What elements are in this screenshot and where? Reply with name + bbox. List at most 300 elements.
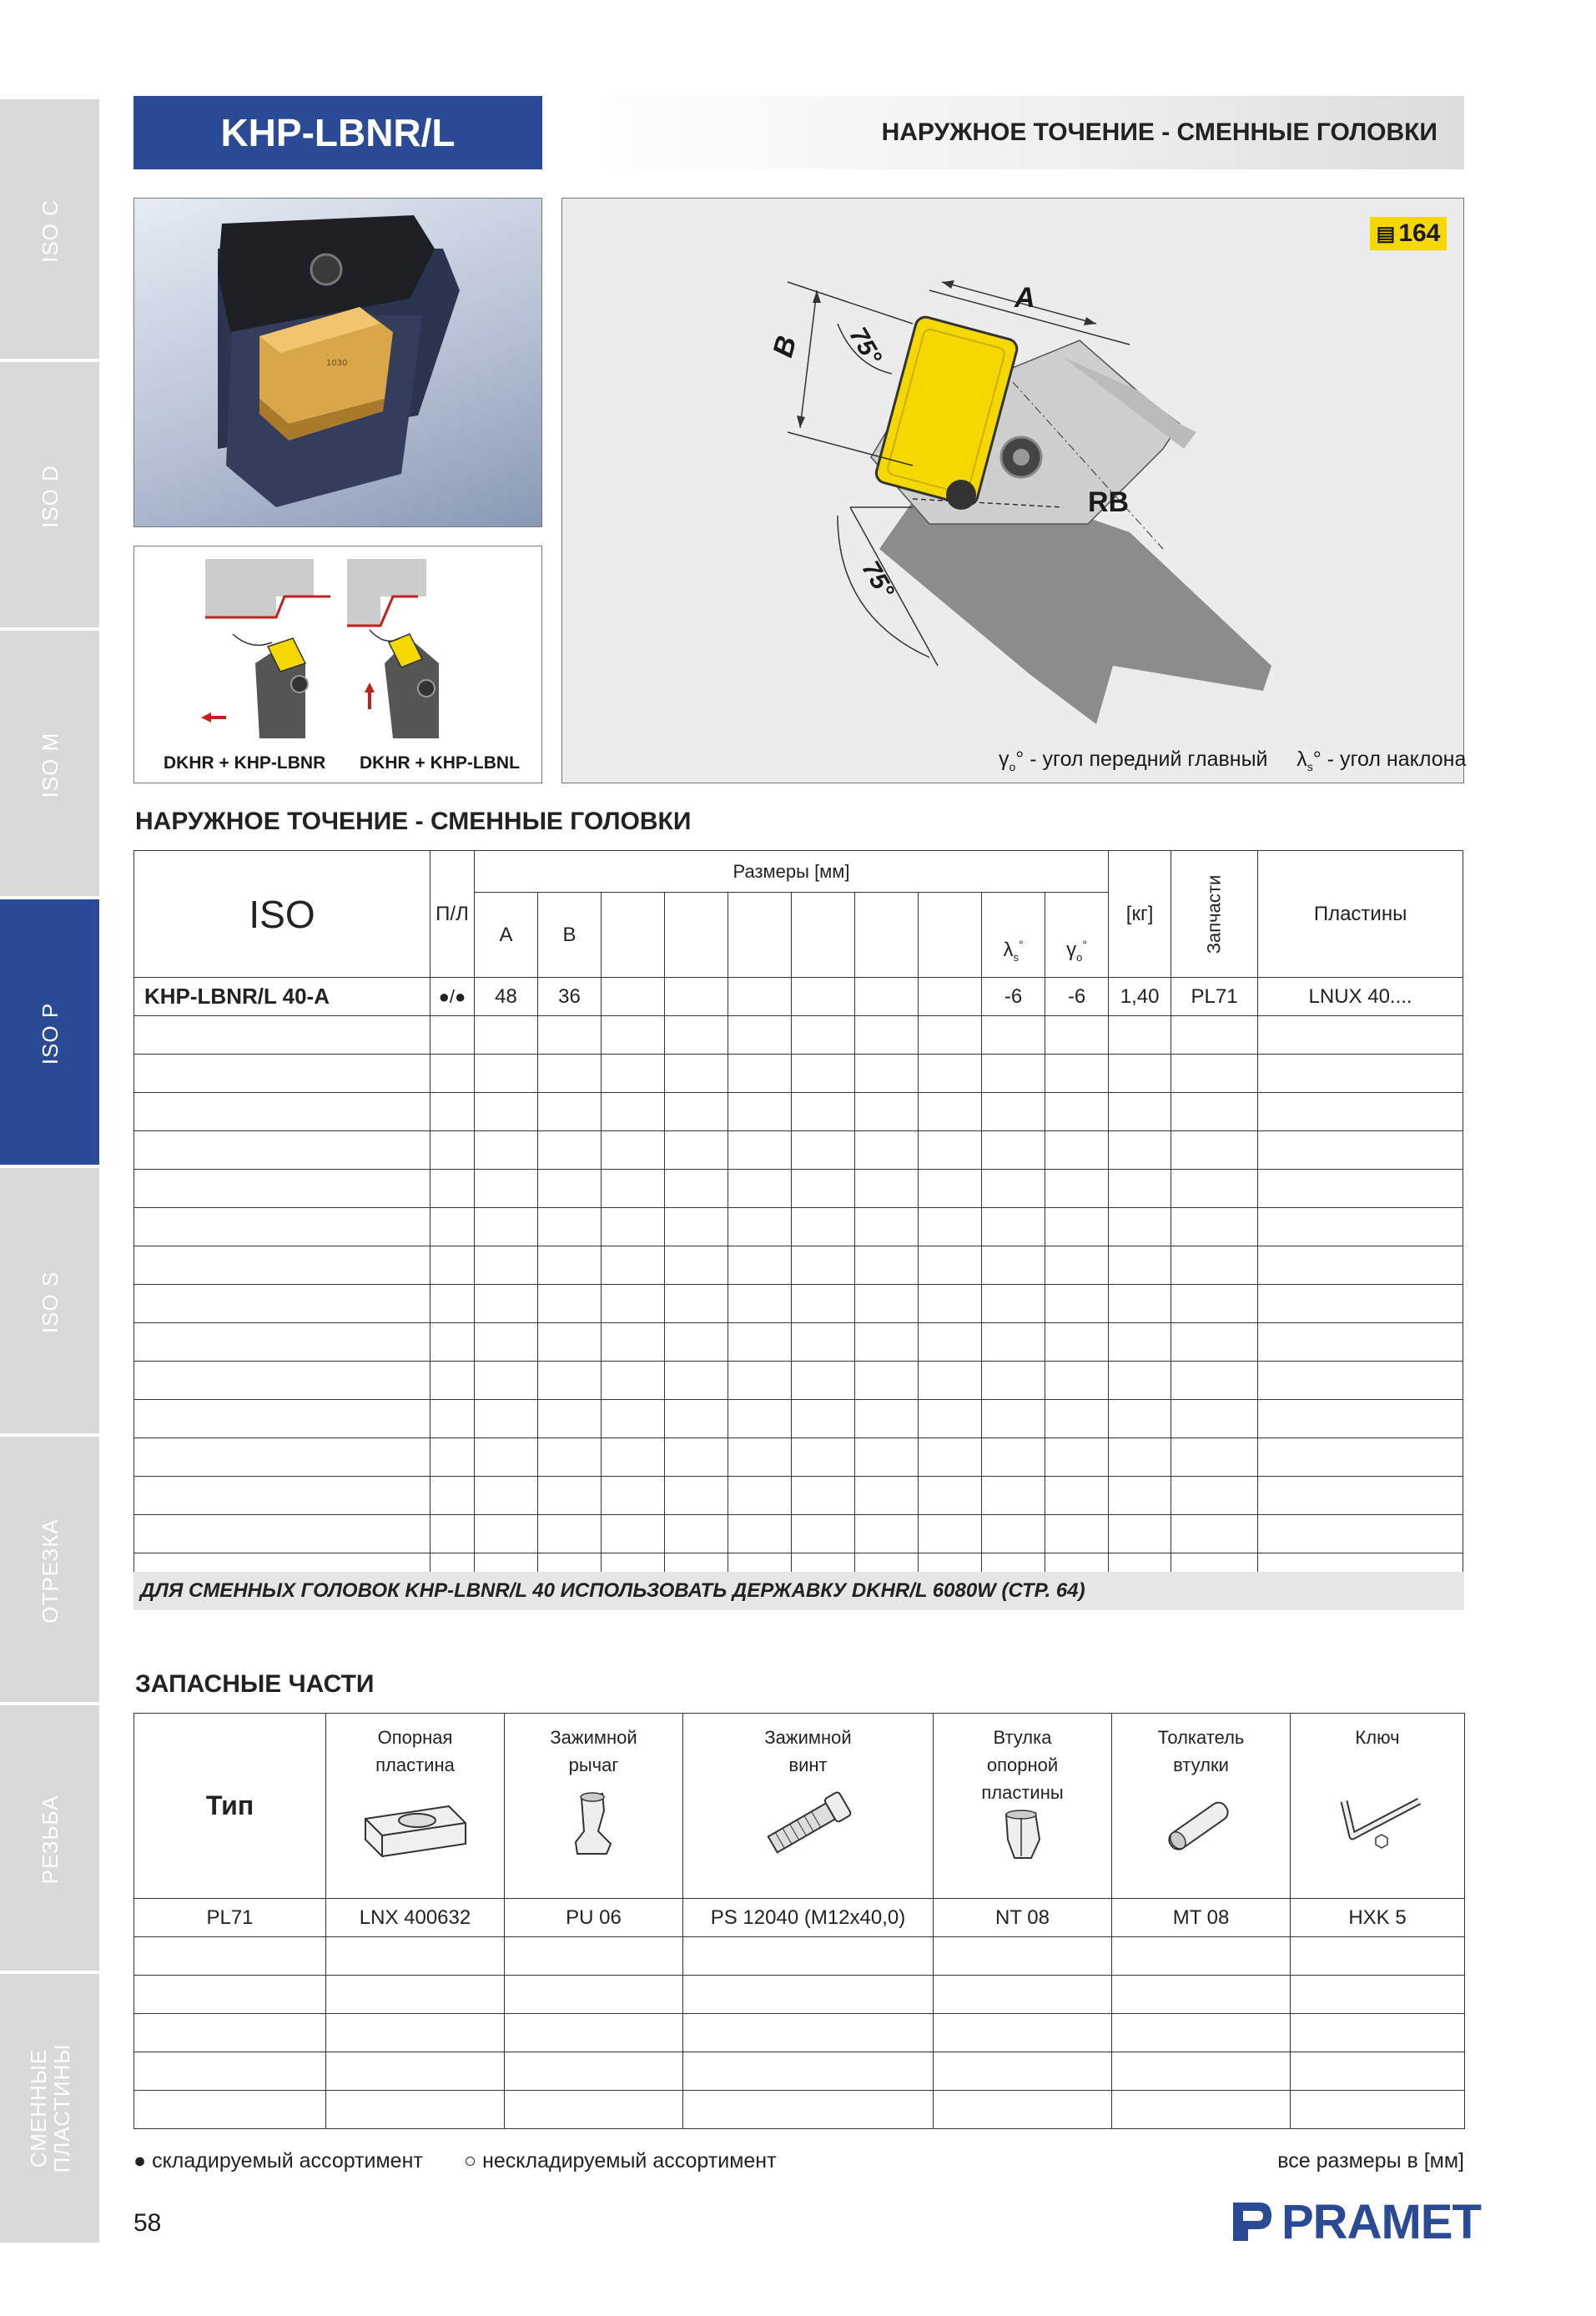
spare-col-header (1291, 1714, 1465, 1899)
cell-empty (1258, 1438, 1463, 1477)
cell-empty (665, 1208, 728, 1246)
cell-empty (982, 1515, 1045, 1553)
cell-empty (919, 1515, 982, 1553)
label-line: Зажимной (764, 1727, 852, 1748)
cell-empty (475, 1515, 538, 1553)
cell-empty (1258, 1515, 1463, 1553)
cell-empty (134, 2052, 326, 2091)
insert-marking: 1030 (326, 359, 348, 368)
cell-empty (728, 1093, 792, 1131)
cell-empty (1171, 1323, 1258, 1362)
gamma-text: ° - угол передний главный (1015, 748, 1268, 771)
cell-empty (475, 1362, 538, 1400)
side-tab-label: ISO D (37, 465, 63, 528)
sleeve-pusher-icon (1151, 1785, 1251, 1860)
lambda-sub: s (1307, 760, 1313, 773)
inserts-header: Пластины (1258, 851, 1463, 978)
page-number: 58 (133, 2209, 162, 2237)
cell-empty (1258, 1016, 1463, 1055)
side-tab-label: ISO S (37, 1271, 63, 1334)
combo-label-right: DKHR + KHP-LBNL (360, 753, 520, 773)
cell-empty (1109, 1362, 1171, 1400)
table-row-empty (134, 1016, 1463, 1055)
table-row-empty (134, 1400, 1463, 1438)
cell-empty (792, 1362, 855, 1400)
cell-empty (728, 1323, 792, 1362)
cell-empty (982, 1285, 1045, 1323)
cell-empty (475, 1055, 538, 1093)
cell-empty (505, 1976, 683, 2014)
cell-empty (1045, 1170, 1109, 1208)
spare-col-label (1291, 1724, 1464, 1751)
cell-empty (934, 1937, 1112, 1976)
table-row-empty (134, 1477, 1463, 1515)
cell-empty (134, 1093, 430, 1131)
side-tab-label: СМЕННЫЕ ПЛАСТИНЫ (25, 2043, 74, 2173)
cell-empty (792, 1285, 855, 1323)
cell-empty (728, 1055, 792, 1093)
cell-empty (855, 1515, 919, 1553)
cell-empty (430, 1093, 475, 1131)
cell-empty (1258, 1362, 1463, 1400)
cell-empty (1171, 1400, 1258, 1438)
cell-empty (430, 1362, 475, 1400)
cell-empty (538, 1438, 602, 1477)
spare-col-label (1112, 1724, 1290, 1779)
cell-empty (934, 2014, 1112, 2052)
cell-empty (919, 1438, 982, 1477)
table-row-empty (134, 2052, 1465, 2091)
legend-non-stocked (464, 2149, 777, 2173)
cell-key: HXK 5 (1291, 1899, 1465, 1937)
empty-header (665, 893, 728, 978)
cell-empty (602, 1362, 665, 1400)
header-row-1 (134, 851, 1463, 893)
cell-empty (475, 1016, 538, 1055)
page-subtitle: НАРУЖНОЕ ТОЧЕНИЕ - СМЕННЫЕ ГОЛОВКИ (561, 96, 1464, 169)
cell-empty (475, 1438, 538, 1477)
cell-empty (982, 1170, 1045, 1208)
units-note: все размеры в [мм] (1277, 2149, 1464, 2173)
cell-screw: PS 12040 (M12x40,0) (683, 1899, 934, 1937)
cell-empty (134, 1170, 430, 1208)
side-tab-label: ISO M (37, 732, 63, 798)
label-line: Втулка (993, 1727, 1052, 1748)
combination-panel (133, 546, 542, 783)
cell-shim: LNX 400632 (326, 1899, 505, 1937)
spare-header-label: Запчасти (1203, 874, 1225, 954)
page-ref-number: 164 (1398, 219, 1441, 247)
cell-empty (855, 1208, 919, 1246)
cell-empty (475, 1093, 538, 1131)
cell-empty (134, 1055, 430, 1093)
degree-symbol: ° (1082, 938, 1087, 952)
cell-empty (505, 1937, 683, 1976)
cell-empty (1291, 2091, 1465, 2129)
cell-empty (538, 1055, 602, 1093)
angle-top-label: 75° (843, 322, 887, 370)
empty-header (792, 893, 855, 978)
cell-empty (665, 1477, 728, 1515)
cell-empty (728, 978, 792, 1016)
cell-empty (665, 1362, 728, 1400)
cell-empty (665, 978, 728, 1016)
combo-label-left: DKHR + KHP-LBNR (164, 753, 326, 773)
table-row-empty (134, 1208, 1463, 1246)
side-tab-otrezka[interactable] (0, 1433, 99, 1705)
cell-empty (430, 1246, 475, 1285)
rb-label: RB (1088, 486, 1130, 518)
table-row-empty (134, 1285, 1463, 1323)
cell-inserts: LNUX 40.... (1258, 978, 1463, 1016)
cell-empty (855, 978, 919, 1016)
cell-empty (430, 1016, 475, 1055)
cell-empty (1171, 1016, 1258, 1055)
cell-empty (1258, 1323, 1463, 1362)
table-row (134, 1899, 1465, 1937)
cell-empty (1258, 1400, 1463, 1438)
cell-empty (855, 1131, 919, 1170)
side-tab-rezba[interactable] (0, 1702, 99, 1974)
cell-empty (430, 1055, 475, 1093)
cell-empty (1045, 1400, 1109, 1438)
cell-empty (855, 1477, 919, 1515)
cell-empty (934, 2052, 1112, 2091)
cell-empty (602, 1438, 665, 1477)
cell-empty (1045, 1477, 1109, 1515)
cell-empty (683, 2014, 934, 2052)
cell-empty (982, 1323, 1045, 1362)
cell-type: PL71 (134, 1899, 326, 1937)
label-line: Опорная (377, 1727, 453, 1748)
spare-parts-table (133, 1713, 1465, 2129)
cell-empty (430, 1477, 475, 1515)
cell-empty (505, 2014, 683, 2052)
cell-empty (1258, 1055, 1463, 1093)
cell-empty (919, 1285, 982, 1323)
cell-empty (1045, 1285, 1109, 1323)
cell-empty (665, 1170, 728, 1208)
cell-empty (1171, 1515, 1258, 1553)
iso-header: ISO (134, 851, 430, 978)
lambda-header (982, 893, 1045, 978)
cell-empty (134, 1477, 430, 1515)
page-title: KHP-LBNR/L (133, 96, 542, 169)
spare-col-header (934, 1714, 1112, 1899)
dimensions-header: Размеры [мм] (475, 851, 1109, 893)
cell-empty (1109, 1016, 1171, 1055)
cell-empty (728, 1285, 792, 1323)
cell-empty (665, 1093, 728, 1131)
cell-empty (602, 1477, 665, 1515)
technical-drawing (561, 198, 1467, 783)
gamma-symbol: γ (999, 748, 1009, 771)
cell-empty (538, 1285, 602, 1323)
cell-empty (665, 1400, 728, 1438)
cell-empty (1258, 1170, 1463, 1208)
cell-empty (475, 1170, 538, 1208)
cell-empty (1171, 1055, 1258, 1093)
table-row-empty (134, 1976, 1465, 2014)
cell-empty (982, 1477, 1045, 1515)
cell-empty (855, 1093, 919, 1131)
spare-col-header (326, 1714, 505, 1899)
side-tab-iso-m[interactable] (0, 627, 99, 899)
dim-b-label: B (767, 332, 803, 361)
cell-empty (855, 1438, 919, 1477)
legend-non-stocked-label: нескладируемый ассортимент (482, 2149, 777, 2173)
cell-empty (728, 1362, 792, 1400)
table-row-empty (134, 1131, 1463, 1170)
cell-empty (982, 1208, 1045, 1246)
product-table (133, 850, 1463, 1592)
pramet-logo-icon (1228, 2198, 1276, 2246)
legend-stocked (133, 2149, 423, 2173)
cell-empty (430, 1400, 475, 1438)
cell-empty (1045, 1208, 1109, 1246)
cell-lambda: -6 (982, 978, 1045, 1016)
lambda-symbol: λ (1296, 748, 1307, 771)
side-tab-label: ОТРЕЗКА (37, 1518, 63, 1624)
cell-empty (602, 1093, 665, 1131)
cell-empty (475, 1131, 538, 1170)
cell-empty (982, 1131, 1045, 1170)
cell-empty (1045, 1362, 1109, 1400)
cell-empty (430, 1208, 475, 1246)
brand-name: PRAMET (1281, 2194, 1481, 2249)
side-tab-label: ISO P (37, 1002, 63, 1065)
filled-circle-icon: ● (133, 2149, 147, 2173)
cell-empty (919, 1131, 982, 1170)
table-row-empty (134, 2014, 1465, 2052)
cell-empty (326, 2091, 505, 2129)
cell-empty (919, 1323, 982, 1362)
cell-empty (792, 1438, 855, 1477)
cell-empty (134, 1285, 430, 1323)
cell-empty (1112, 2091, 1291, 2129)
cell-empty (134, 2014, 326, 2052)
cell-empty (538, 1400, 602, 1438)
cell-empty (683, 2091, 934, 2129)
cell-empty (602, 978, 665, 1016)
cell-empty (134, 2091, 326, 2129)
cell-empty (475, 1400, 538, 1438)
cell-empty (475, 1208, 538, 1246)
cell-empty (728, 1246, 792, 1285)
cell-empty (1171, 1131, 1258, 1170)
cell-empty (728, 1016, 792, 1055)
cell-empty (855, 1246, 919, 1285)
cell-empty (919, 1016, 982, 1055)
cell-empty (1109, 1400, 1171, 1438)
cell-empty (665, 1285, 728, 1323)
gamma-symbol: γ (1066, 939, 1077, 962)
cell-kg: 1,40 (1109, 978, 1171, 1016)
hex-key-icon (1327, 1776, 1427, 1868)
cell-empty (665, 1323, 728, 1362)
cell-empty (982, 1055, 1045, 1093)
cell-empty (326, 1937, 505, 1976)
cell-empty (134, 1208, 430, 1246)
cell-empty (134, 1438, 430, 1477)
cell-empty (538, 1170, 602, 1208)
cell-empty (602, 1016, 665, 1055)
cell-empty (1045, 1515, 1109, 1553)
cell-empty (792, 1016, 855, 1055)
cell-empty (538, 1477, 602, 1515)
dim-a-label: A (1014, 282, 1035, 314)
side-tab-iso-s[interactable] (0, 1165, 99, 1437)
cell-empty (919, 1477, 982, 1515)
cell-empty (430, 1515, 475, 1553)
spare-col-header (1112, 1714, 1291, 1899)
cell-empty (1112, 1976, 1291, 2014)
cell-empty (134, 1937, 326, 1976)
spare-col-label (326, 1724, 504, 1779)
cell-lever: PU 06 (505, 1899, 683, 1937)
cell-empty (602, 1323, 665, 1362)
gamma-sub: o (1076, 951, 1083, 964)
cell-empty (728, 1400, 792, 1438)
brand-logo (1228, 2196, 1481, 2248)
cell-empty (134, 1515, 430, 1553)
cell-empty (665, 1246, 728, 1285)
side-tab-iso-d[interactable] (0, 359, 99, 631)
cell-empty (602, 1246, 665, 1285)
cell-empty (1045, 1131, 1109, 1170)
cell-empty (538, 1362, 602, 1400)
cell-sleeve: NT 08 (934, 1899, 1112, 1937)
cell-empty (1045, 1016, 1109, 1055)
cell-empty (792, 1477, 855, 1515)
cell-empty (919, 1093, 982, 1131)
pl-header: П/Л (430, 851, 475, 978)
cell-empty (1112, 2014, 1291, 2052)
cell-empty (326, 2014, 505, 2052)
cell-empty (1171, 1170, 1258, 1208)
cell-empty (1258, 1131, 1463, 1170)
cell-empty (134, 1246, 430, 1285)
table-row-empty (134, 1055, 1463, 1093)
cell-empty (1171, 1246, 1258, 1285)
side-tab-iso-c[interactable] (0, 96, 99, 362)
cell-empty (1291, 2014, 1465, 2052)
label-line: пластины (981, 1782, 1064, 1803)
table-row-empty (134, 1323, 1463, 1362)
cell-empty (855, 1285, 919, 1323)
cell-empty (1291, 2052, 1465, 2091)
side-tab-iso-p[interactable] (0, 896, 99, 1168)
cell-empty (1109, 1515, 1171, 1553)
label-line: Зажимной (550, 1727, 637, 1748)
lambda-symbol: λ (1003, 939, 1014, 962)
cell-empty (792, 1515, 855, 1553)
cell-empty (538, 1093, 602, 1131)
table-row-empty (134, 1362, 1463, 1400)
clamp-screw-icon (754, 1785, 863, 1860)
cell-empty (792, 1131, 855, 1170)
cell-empty (505, 2052, 683, 2091)
label-line: рычаг (568, 1755, 619, 1775)
cell-empty (792, 1246, 855, 1285)
cell-empty (792, 1208, 855, 1246)
kg-header: [кг] (1109, 851, 1171, 978)
cell-empty (665, 1438, 728, 1477)
spare-col-header (505, 1714, 683, 1899)
cell-empty (665, 1016, 728, 1055)
label-line: Толкатель (1157, 1727, 1245, 1748)
cell-empty (792, 978, 855, 1016)
table-row-empty (134, 2091, 1465, 2129)
cell-empty (1109, 1208, 1171, 1246)
cell-empty (430, 1131, 475, 1170)
cell-empty (934, 2091, 1112, 2129)
cell-empty (728, 1477, 792, 1515)
cell-empty (1171, 1093, 1258, 1131)
cell-empty (982, 1400, 1045, 1438)
cell-empty (982, 1093, 1045, 1131)
cell-empty (134, 1362, 430, 1400)
cell-empty (1109, 1285, 1171, 1323)
label-line: опорной (986, 1755, 1059, 1775)
cell-empty (134, 1976, 326, 2014)
drawing-legend (999, 748, 1466, 773)
cell-empty (430, 1285, 475, 1323)
cell-empty (134, 1323, 430, 1362)
cell-empty (326, 1976, 505, 2014)
cell-empty (602, 1208, 665, 1246)
cell-empty (1109, 1438, 1171, 1477)
cell-empty (326, 2052, 505, 2091)
cell-pl: ●/● (430, 978, 475, 1016)
a-header: A (475, 893, 538, 978)
cell-empty (602, 1170, 665, 1208)
cell-spare: PL71 (1171, 978, 1258, 1016)
cell-empty (982, 1362, 1045, 1400)
label-line: втулки (1173, 1755, 1229, 1775)
cell-iso: KHP-LBNR/L 40-A (134, 978, 430, 1016)
document-icon: ▤ (1376, 222, 1396, 245)
cell-empty (538, 1515, 602, 1553)
cell-empty (1109, 1246, 1171, 1285)
cell-empty (1171, 1285, 1258, 1323)
cell-empty (855, 1055, 919, 1093)
cell-empty (602, 1285, 665, 1323)
spare-col-label (683, 1724, 933, 1779)
cell-empty (919, 1400, 982, 1438)
cell-empty (1045, 1055, 1109, 1093)
cell-empty (602, 1515, 665, 1553)
table-row (134, 978, 1463, 1016)
spare-col-label (934, 1724, 1111, 1806)
cell-empty (134, 1016, 430, 1055)
cell-empty (982, 1438, 1045, 1477)
cell-empty (475, 1246, 538, 1285)
table-row-empty (134, 1246, 1463, 1285)
cell-empty (1171, 1208, 1258, 1246)
cell-empty (1112, 2052, 1291, 2091)
empty-header (919, 893, 982, 978)
angle-bottom-label: 75° (856, 556, 899, 603)
cell-b: 36 (538, 978, 602, 1016)
cell-empty (430, 1170, 475, 1208)
spare-header-row (134, 1714, 1465, 1899)
cell-empty (665, 1055, 728, 1093)
cell-empty (683, 1937, 934, 1976)
label-line: пластина (375, 1755, 455, 1775)
table-row-empty (134, 1515, 1463, 1553)
side-tab-inserts[interactable] (0, 1971, 99, 2243)
